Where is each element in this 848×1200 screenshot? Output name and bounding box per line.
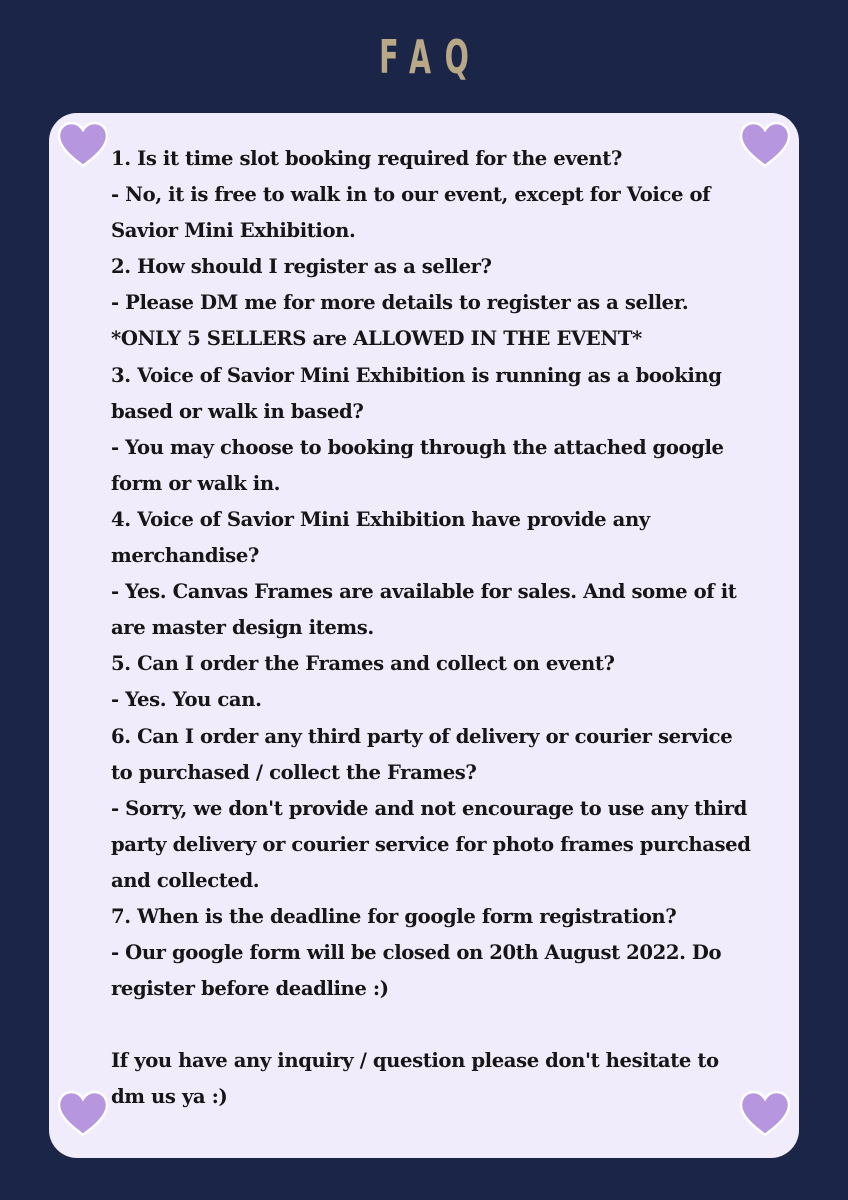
faq-answer-1: - No, it is free to walk in to our event, except for Voice of xyxy=(111,183,711,207)
faq-answer-7: - Our google form will be closed on 20th August 2022. Do xyxy=(111,941,722,965)
closing-message-cont: dm us ya :) xyxy=(111,1085,228,1109)
faq-answer-6-cont: party delivery or courier service for photo frames purchased xyxy=(111,832,751,856)
faq-question-4: 4. Voice of Savior Mini Exhibition have provide any xyxy=(111,507,650,531)
faq-answer-2-note: *ONLY 5 SELLERS are ALLOWED IN THE EVENT* xyxy=(111,327,642,351)
closing-message: If you have any inquiry / question please don't hesitate to xyxy=(111,1049,719,1073)
faq-question-3-cont: based or walk in based? xyxy=(111,399,364,423)
faq-question-6: 6. Can I order any third party of delivery or courier service xyxy=(111,724,733,748)
page-title: FAQ xyxy=(379,30,483,84)
faq-answer-2: - Please DM me for more details to register as a seller. xyxy=(111,291,689,315)
faq-answer-3-cont: form or walk in. xyxy=(111,471,281,495)
faq-question-7: 7. When is the deadline for google form registration? xyxy=(111,904,677,928)
heart-icon xyxy=(56,121,110,169)
faq-question-4-cont: merchandise? xyxy=(111,544,259,568)
faq-answer-5: - Yes. You can. xyxy=(111,688,262,712)
faq-question-5: 5. Can I order the Frames and collect on event? xyxy=(111,652,615,676)
faq-answer-7-cont: register before deadline :) xyxy=(111,977,389,1001)
heart-icon xyxy=(56,1090,110,1138)
faq-question-2: 2. How should I register as a seller? xyxy=(111,255,492,279)
faq-answer-1-cont: Savior Mini Exhibition. xyxy=(111,219,356,243)
faq-answer-3: - You may choose to booking through the attached google xyxy=(111,435,724,459)
faq-question-3: 3. Voice of Savior Mini Exhibition is running as a booking xyxy=(111,363,722,387)
faq-answer-6: - Sorry, we don't provide and not encourage to use any third xyxy=(111,796,747,820)
faq-answer-4-cont: are master design items. xyxy=(111,616,374,640)
faq-question-6-cont: to purchased / collect the Frames? xyxy=(111,760,477,784)
faq-answer-4: - Yes. Canvas Frames are available for sales. And some of it xyxy=(111,580,737,604)
paragraph-gap xyxy=(111,1007,781,1043)
faq-card xyxy=(49,113,799,1158)
faq-text xyxy=(111,141,781,1116)
faq-question-1: 1. Is it time slot booking required for the event? xyxy=(111,147,622,170)
faq-answer-6-end: and collected. xyxy=(111,868,260,892)
